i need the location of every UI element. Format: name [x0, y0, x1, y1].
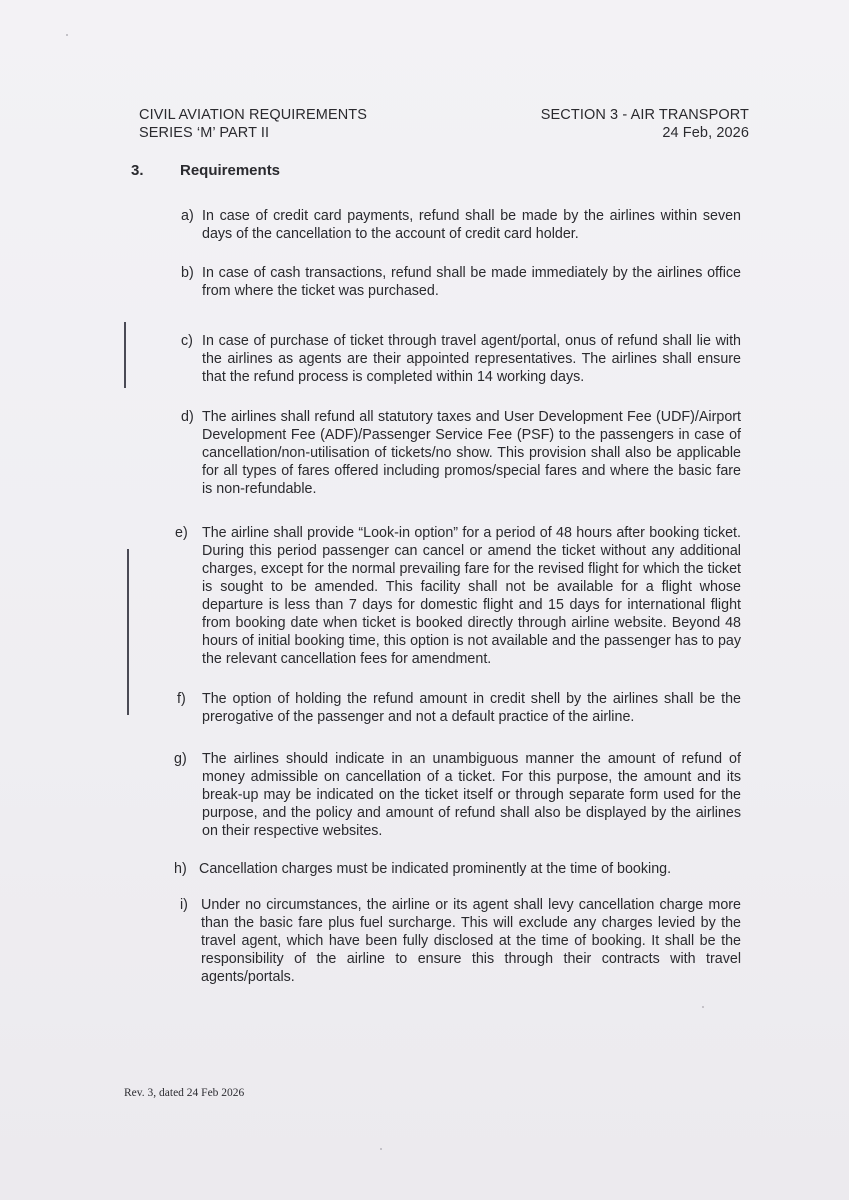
list-item-h: [174, 860, 741, 878]
list-item-text: The airlines should indicate in an unambiguous manner the amount of refund of money admissible on cancellation of a ticket. For this purpose, the amount and its break-up may be indicated on the ticket itself or through separate form used for the purpose, and the policy and amount of refund shall also be displayed by the airlines on their respective websites.: [202, 751, 741, 839]
list-item-text: Cancellation charges must be indicated prominently at the time of booking.: [199, 861, 672, 877]
section-number: 3.: [131, 162, 144, 179]
list-item-c: [181, 332, 741, 386]
list-item-label: b): [181, 265, 194, 281]
list-item-text: The option of holding the refund amount in credit shell by the airlines shall be the prerogative of the passenger and not a default practice of the airline.: [202, 691, 741, 725]
header-left-series: SERIES ‘M’ PART II: [139, 125, 270, 141]
list-item-text: The airlines shall refund all statutory taxes and User Development Fee (UDF)/Airport Development Fee (ADF)/Passenger Service Fee (PSF) to the passengers in case of cancellation/non-utilisation of tickets/no show. This provision shall also be applicable for all types of fares offered including promos/special fares and where the basic fare is non-refundable.: [202, 409, 741, 497]
header-right-section: SECTION 3 - AIR TRANSPORT: [540, 107, 749, 123]
list-item-label: e): [175, 525, 188, 541]
header-right: [541, 106, 749, 142]
list-item-label: g): [174, 751, 187, 767]
requirements-list: [174, 207, 741, 1006]
list-item-label: h): [174, 861, 187, 877]
list-item-text: In case of credit card payments, refund shall be made by the airlines within seven days of the cancellation to the account of credit card holder.: [202, 208, 741, 242]
list-item-b: [181, 264, 741, 300]
list-item-label: a): [181, 208, 194, 224]
list-item-i: [180, 896, 741, 986]
list-item-label: d): [181, 409, 194, 425]
paper-speck: [702, 1006, 704, 1008]
list-item-e: [175, 524, 741, 668]
list-item-label: c): [181, 333, 193, 349]
margin-change-bar-c: [124, 322, 126, 388]
list-item-f: [177, 690, 741, 726]
list-item-label: i): [180, 897, 188, 913]
margin-change-bar-e: [127, 549, 129, 715]
list-item-label: f): [177, 691, 186, 707]
list-item-d: [181, 408, 741, 498]
list-item-text: The airline shall provide “Look-in option” for a period of 48 hours after booking ticket. During this period passenger can cancel or amend the ticket without any additional charges, except for the normal prevailing fare for the revised flight for which the ticket is sought to be amended. This facility shall not be available for a flight whose departure is less than 7 days for domestic flight and 15 days for international flight from booking date when ticket is booked directly through airline website. Beyond 48 hours of initial booking time, this option is not available and the passenger has to pay the relevant cancellation fees for amendment.: [202, 525, 741, 667]
list-item-text: In case of purchase of ticket through travel agent/portal, onus of refund shall lie with the airlines as agents are their appointed representatives. The airlines shall ensure that the refund process is completed within 14 working days.: [202, 333, 741, 385]
header-right-date: 24 Feb, 2026: [662, 125, 749, 141]
list-item-text: In case of cash transactions, refund shall be made immediately by the airlines office from where the ticket was purchased.: [202, 265, 741, 299]
header-left: [139, 106, 367, 142]
paper-speck: [380, 1148, 382, 1150]
list-item-g: [174, 750, 741, 840]
list-item-text: Under no circumstances, the airline or its agent shall levy cancellation charge more than the basic fare plus fuel surcharge. This will exclude any charges levied by the travel agent, which have been fully disclosed at the time of booking. It shall be the responsibility of the airline to ensure this through their contracts with travel agents/portals.: [201, 897, 741, 985]
list-item-a: [181, 207, 741, 243]
section-title: Requirements: [180, 162, 281, 179]
paper-speck: [66, 34, 68, 36]
header-left-title: CIVIL AVIATION REQUIREMENTS: [139, 107, 368, 123]
revision-footer: Rev. 3, dated 24 Feb 2026: [124, 1087, 245, 1099]
